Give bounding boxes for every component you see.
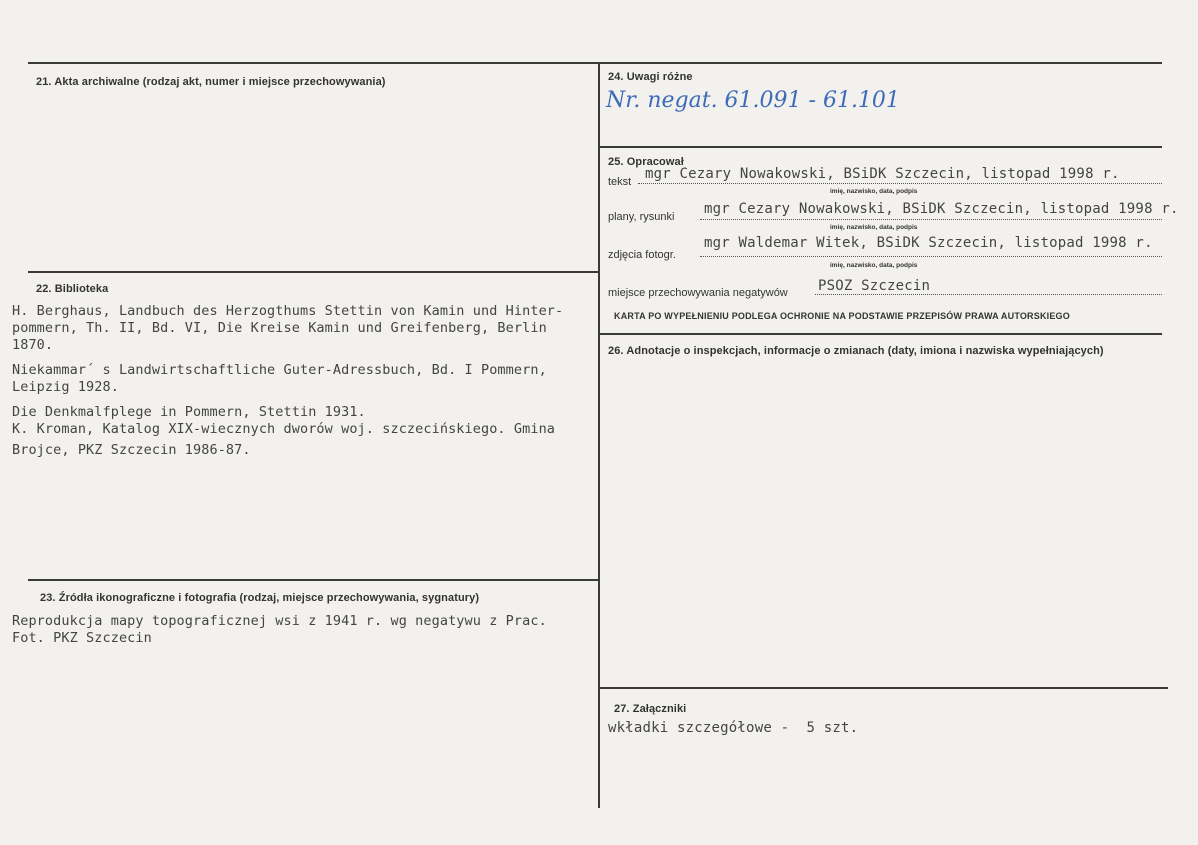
biblio-line: H. Berghaus, Landbuch des Herzogthums Stettin von Kamin und Hinter- bbox=[12, 303, 564, 319]
section-26-label: 26. Adnotacje o inspekcjach, informacje o zmianach (daty, imiona i nazwiska wypełniających) bbox=[608, 345, 1104, 357]
handwritten-negative-numbers: Nr. negat. 61.091 - 61.101 bbox=[606, 88, 900, 113]
biblio-line: pommern, Th. II, Bd. VI, Die Kreise Kamin und Greifenberg, Berlin bbox=[12, 320, 547, 336]
top-border bbox=[28, 62, 1162, 64]
plany-underline bbox=[700, 219, 1162, 220]
biblio-line: Die Denkmalfplege in Pommern, Stettin 1931. bbox=[12, 404, 366, 420]
zdjecia-caption: imię, nazwisko, data, podpis bbox=[830, 262, 918, 269]
tekst-label: tekst bbox=[608, 176, 632, 188]
biblio-line: Brojce, PKZ Szczecin 1986-87. bbox=[12, 442, 251, 458]
icono-line: Fot. PKZ Szczecin bbox=[12, 630, 152, 646]
divider-24-25 bbox=[600, 146, 1162, 148]
zdjecia-underline bbox=[700, 256, 1162, 257]
plany-value: mgr Cezary Nowakowski, BSiDK Szczecin, listopad 1998 r. bbox=[704, 201, 1179, 217]
section-22-label: 22. Biblioteka bbox=[36, 283, 109, 295]
biblio-line: Leipzig 1928. bbox=[12, 379, 119, 395]
section-25-label: 25. Opracował bbox=[608, 156, 684, 168]
section-23-label: 23. Źródła ikonograficzne i fotografia (rodzaj, miejsce przechowywania, sygnatury) bbox=[40, 592, 480, 604]
tekst-underline bbox=[638, 183, 1162, 184]
zdjecia-value: mgr Waldemar Witek, BSiDK Szczecin, listopad 1998 r. bbox=[704, 235, 1153, 251]
section-21-label: 21. Akta archiwalne (rodzaj akt, numer i miejsce przechowywania) bbox=[36, 76, 386, 88]
plany-label: plany, rysunki bbox=[608, 211, 675, 223]
tekst-caption: imię, nazwisko, data, podpis bbox=[830, 188, 918, 195]
icono-line: Reprodukcja mapy topograficznej wsi z 1941 r. wg negatywu z Prac. bbox=[12, 613, 547, 629]
biblio-line: Niekammar´ s Landwirtschaftliche Guter-Adressbuch, Bd. I Pommern, bbox=[12, 362, 547, 378]
section-27-label: 27. Załączniki bbox=[614, 703, 687, 715]
miejsce-underline bbox=[815, 294, 1162, 295]
attachments-value: wkładki szczegółowe - 5 szt. bbox=[608, 720, 859, 736]
copyright-notice: KARTA PO WYPEŁNIENIU PODLEGA OCHRONIE NA PODSTAWIE PRZEPISÓW PRAWA AUTORSKIEGO bbox=[614, 311, 1070, 321]
miejsce-value: PSOZ Szczecin bbox=[818, 278, 931, 294]
divider-22-23 bbox=[28, 579, 600, 581]
divider-21-22 bbox=[28, 271, 600, 273]
divider-25-26 bbox=[600, 333, 1162, 335]
plany-caption: imię, nazwisko, data, podpis bbox=[830, 224, 918, 231]
biblio-line: 1870. bbox=[12, 337, 54, 353]
miejsce-label: miejsce przechowywania negatywów bbox=[608, 287, 788, 299]
section-22-text bbox=[12, 303, 592, 459]
divider-26-27 bbox=[600, 687, 1168, 689]
biblio-line: K. Kroman, Katalog XIX-wiecznych dworów woj. szczecińskiego. Gmina bbox=[12, 421, 556, 437]
tekst-value: mgr Cezary Nowakowski, BSiDK Szczecin, listopad 1998 r. bbox=[645, 166, 1120, 182]
section-23-text bbox=[12, 613, 592, 647]
section-24-label: 24. Uwagi różne bbox=[608, 71, 693, 83]
center-divider bbox=[598, 62, 600, 808]
zdjecia-label: zdjęcia fotogr. bbox=[608, 249, 676, 261]
